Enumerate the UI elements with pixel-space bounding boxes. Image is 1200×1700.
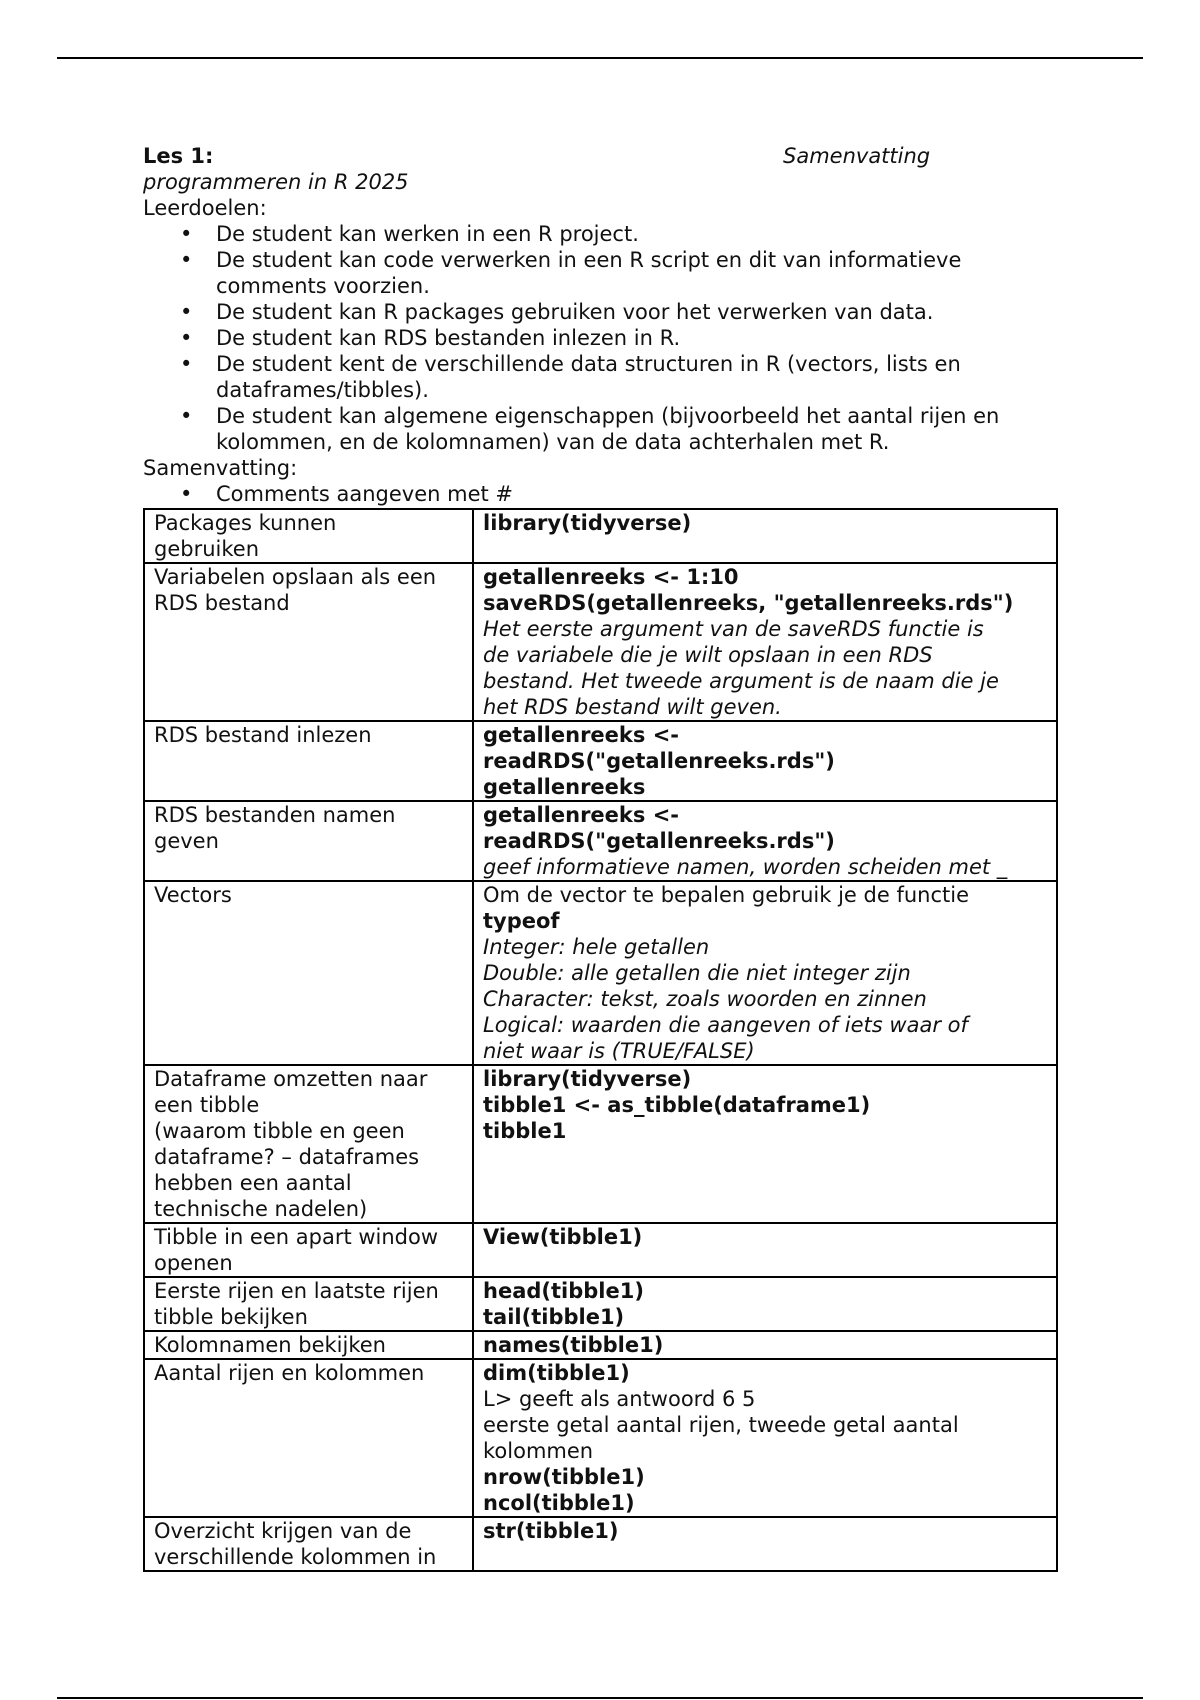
topic-text: tibble bekijken: [154, 1305, 308, 1329]
table-row: [144, 1223, 1057, 1277]
topic-text: RDS bestanden namen: [154, 803, 396, 827]
document-body: [143, 143, 1058, 1572]
text-line: eerste getal aantal rijen, tweede getal aantal: [483, 1413, 959, 1437]
topic-text: dataframe? – dataframes: [154, 1145, 420, 1169]
code-line: tibble1: [483, 1119, 567, 1143]
topic-cell: [144, 1359, 473, 1517]
footer-rule: [57, 1697, 1143, 1699]
code-cell: [473, 1331, 1057, 1359]
code-line: dim(tibble1): [483, 1361, 630, 1385]
list-item: • De student kan RDS bestanden inlezen in R.: [216, 325, 1058, 351]
topic-text: Dataframe omzetten naar: [154, 1067, 428, 1091]
code-line: ncol(tibble1): [483, 1491, 635, 1515]
code-line: str(tibble1): [483, 1519, 619, 1543]
topic-cell: [144, 1065, 473, 1223]
list-item: • Comments aangeven met #: [216, 481, 1058, 507]
code-cell: [473, 1359, 1057, 1517]
note-line: niet waar is (TRUE/FALSE): [483, 1039, 755, 1063]
code-cell: [473, 509, 1057, 563]
note-line: bestand. Het tweede argument is de naam die je: [483, 669, 999, 693]
list-item: • De student kan werken in een R project.: [216, 221, 1058, 247]
topic-text: hebben een aantal: [154, 1171, 352, 1195]
code-line: readRDS("getallenreeks.rds"): [483, 749, 835, 773]
text-line: Om de vector te bepalen gebruik je de functie: [483, 883, 969, 907]
topic-cell: [144, 1331, 473, 1359]
topic-text: verschillende kolommen in: [154, 1545, 437, 1569]
topic-text: (waarom tibble en geen: [154, 1119, 405, 1143]
header-rule: [57, 57, 1143, 59]
topic-text: Tibble in een apart window: [154, 1225, 439, 1249]
topic-cell: [144, 1277, 473, 1331]
table-row: [144, 1517, 1057, 1571]
code-cell: [473, 881, 1057, 1065]
document-title: Samenvatting: [783, 144, 931, 168]
code-line: View(tibble1): [483, 1225, 643, 1249]
code-cell: [473, 1223, 1057, 1277]
code-line: saveRDS(getallenreeks, "getallenreeks.rds"): [483, 591, 1014, 615]
table-row: [144, 509, 1057, 563]
topic-text: Aantal rijen en kolommen: [154, 1361, 425, 1385]
table-row: [144, 563, 1057, 721]
topic-cell: [144, 881, 473, 1065]
code-line: getallenreeks <-: [483, 723, 680, 747]
topic-text: Eerste rijen en laatste rijen: [154, 1279, 439, 1303]
topic-text: Overzicht krijgen van de: [154, 1519, 412, 1543]
topic-text: RDS bestand inlezen: [154, 723, 372, 747]
code-line: head(tibble1): [483, 1279, 644, 1303]
code-cell: [473, 721, 1057, 801]
code-cell: [473, 563, 1057, 721]
note-line: geef informatieve namen, worden scheiden met _: [483, 855, 1008, 879]
table-row: [144, 1331, 1057, 1359]
summary-table: [143, 508, 1058, 1572]
code-line: typeof: [483, 909, 560, 933]
note-line: de variabele die je wilt opslaan in een RDS: [483, 643, 933, 667]
topic-cell: [144, 721, 473, 801]
topic-text: Packages kunnen: [154, 511, 337, 535]
code-cell: [473, 1277, 1057, 1331]
list-item: • De student kan algemene eigenschappen (bijvoorbeeld het aantal rijen en kolommen, en de kolomnamen) van de data achterhalen met R.: [216, 403, 1058, 455]
code-line: getallenreeks: [483, 775, 646, 799]
table-row: [144, 801, 1057, 881]
table-row: [144, 1277, 1057, 1331]
code-cell: [473, 801, 1057, 881]
samenvatting-heading: Samenvatting:: [143, 456, 298, 480]
list-item: • De student kent de verschillende data structuren in R (vectors, lists en dataframes/tibbles).: [216, 351, 1058, 403]
topic-text: technische nadelen): [154, 1197, 368, 1221]
code-line: library(tidyverse): [483, 1067, 692, 1091]
code-line: readRDS("getallenreeks.rds"): [483, 829, 835, 853]
code-line: tibble1 <- as_tibble(dataframe1): [483, 1093, 871, 1117]
topic-cell: [144, 509, 473, 563]
topic-text: openen: [154, 1251, 233, 1275]
list-item: • De student kan code verwerken in een R script en dit van informatieve comments voorzien.: [216, 247, 1058, 299]
summary-table-body: [144, 509, 1057, 1571]
list-item: • De student kan R packages gebruiken voor het verwerken van data.: [216, 299, 1058, 325]
code-line: tail(tibble1): [483, 1305, 625, 1329]
topic-text: Kolomnamen bekijken: [154, 1333, 386, 1357]
topic-text: een tibble: [154, 1093, 260, 1117]
title-row: [143, 143, 1058, 169]
topic-cell: [144, 563, 473, 721]
code-line: nrow(tibble1): [483, 1465, 645, 1489]
table-row: [144, 1065, 1057, 1223]
code-line: library(tidyverse): [483, 511, 692, 535]
topic-cell: [144, 1223, 473, 1277]
text-line: L> geeft als antwoord 6 5: [483, 1387, 756, 1411]
topic-cell: [144, 801, 473, 881]
topic-text: gebruiken: [154, 537, 259, 561]
topic-text: geven: [154, 829, 219, 853]
note-line: Double: alle getallen die niet integer zijn: [483, 961, 911, 985]
note-line: Logical: waarden die aangeven of iets waar of: [483, 1013, 968, 1037]
note-line: Character: tekst, zoals woorden en zinnen: [483, 987, 927, 1011]
lesson-number: Les 1:: [143, 144, 214, 168]
table-row: [144, 1359, 1057, 1517]
text-line: kolommen: [483, 1439, 594, 1463]
topic-text: Variabelen opslaan als een: [154, 565, 437, 589]
topic-text: RDS bestand: [154, 591, 290, 615]
code-cell: [473, 1065, 1057, 1223]
code-line: names(tibble1): [483, 1333, 664, 1357]
table-row: [144, 721, 1057, 801]
topic-cell: [144, 1517, 473, 1571]
topic-text: Vectors: [154, 883, 232, 907]
note-line: Integer: hele getallen: [483, 935, 710, 959]
leerdoelen-heading: Leerdoelen:: [143, 196, 267, 220]
samenvatting-list: [143, 481, 1058, 507]
leerdoelen-list: [143, 221, 1058, 455]
table-row: [144, 881, 1057, 1065]
code-line: getallenreeks <- 1:10: [483, 565, 739, 589]
note-line: Het eerste argument van de saveRDS functie is: [483, 617, 984, 641]
code-line: getallenreeks <-: [483, 803, 680, 827]
note-line: het RDS bestand wilt geven.: [483, 695, 782, 719]
course-subtitle: programmeren in R 2025: [143, 170, 409, 194]
code-cell: [473, 1517, 1057, 1571]
